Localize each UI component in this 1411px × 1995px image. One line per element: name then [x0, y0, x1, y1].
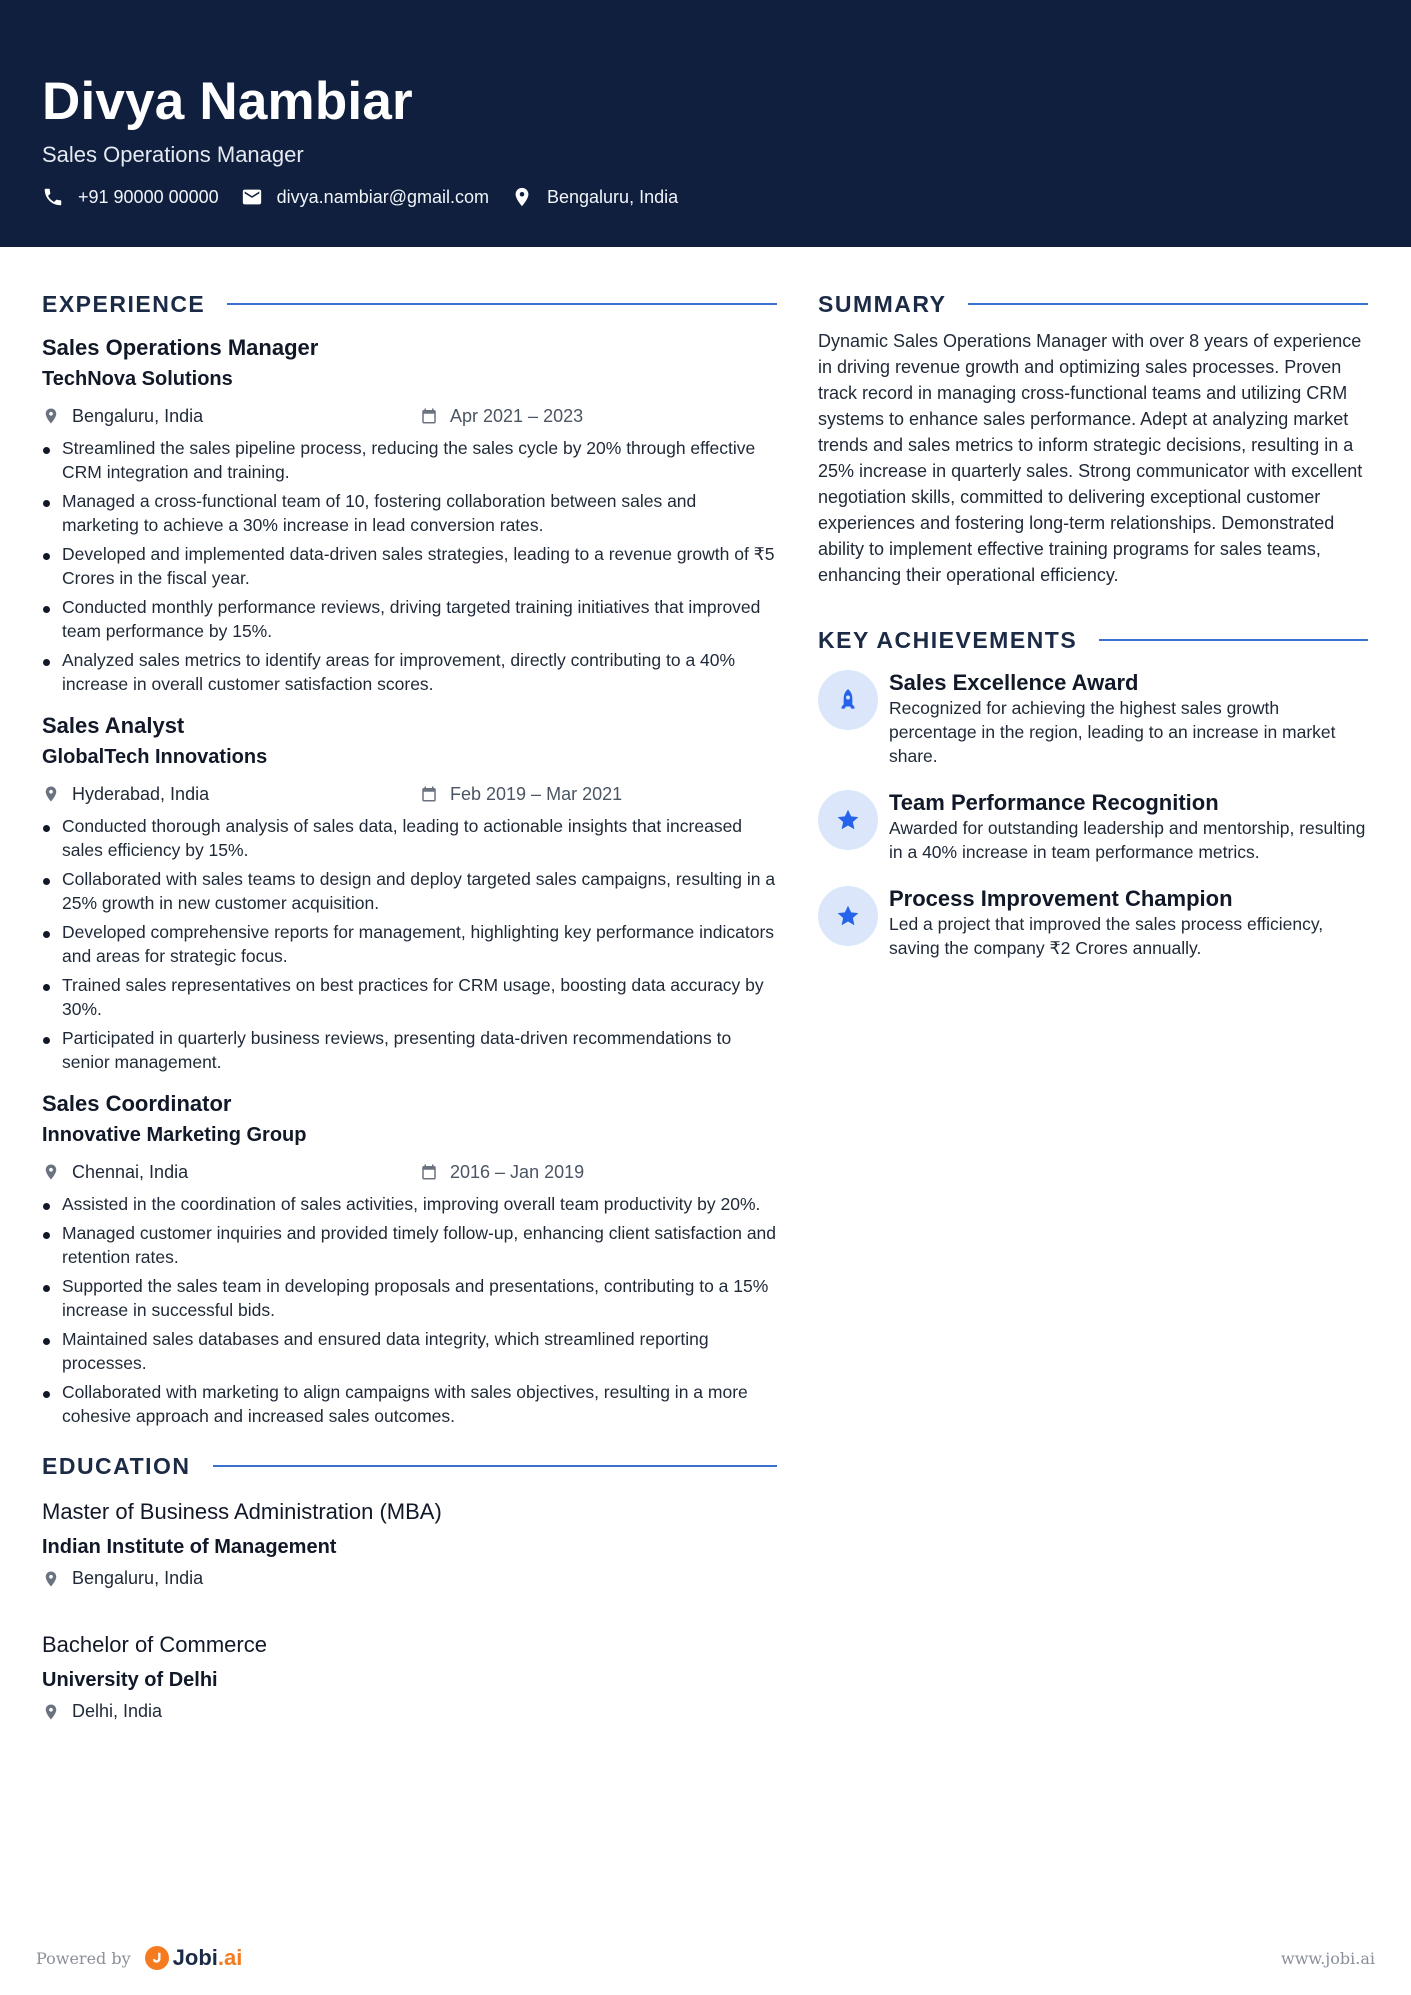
job-entry — [42, 1090, 777, 1428]
mail-icon — [241, 186, 263, 208]
job-dates: 2016 – Jan 2019 — [450, 1161, 585, 1182]
school-name: Indian Institute of Management — [42, 1536, 337, 1558]
degree: Master of Business Administration (MBA) — [42, 1499, 442, 1524]
logo-main: Jobi — [172, 1945, 218, 1970]
job-meta — [42, 1160, 777, 1184]
phone-text: +91 90000 00000 — [78, 186, 219, 207]
job-meta — [42, 404, 777, 428]
achievement-icon-badge — [818, 886, 878, 946]
job-bullets — [42, 436, 777, 696]
map-pin-icon — [42, 407, 60, 425]
map-pin-icon — [42, 1703, 60, 1721]
job-dates: Feb 2019 – Mar 2021 — [450, 783, 623, 804]
achievement-item — [818, 790, 1368, 864]
phone-icon — [42, 186, 64, 208]
section-divider — [227, 303, 777, 305]
candidate-role: Sales Operations Manager — [42, 142, 304, 167]
list-item: Maintained sales databases and ensured data integrity, which streamlined reporting processes. — [42, 1327, 777, 1375]
candidate-name: Divya Nambiar — [42, 72, 413, 131]
star-icon — [835, 903, 861, 929]
powered-by — [36, 1945, 242, 1971]
school-location: Delhi, India — [72, 1701, 163, 1721]
logo-suffix: .ai — [217, 1945, 243, 1970]
company-name: Innovative Marketing Group — [42, 1124, 307, 1146]
map-pin-icon — [42, 1570, 60, 1588]
contact-phone[interactable] — [42, 186, 219, 208]
achievements-section-title: KEY ACHIEVEMENTS — [818, 626, 1368, 654]
list-item: Collaborated with sales teams to design and deploy targeted sales campaigns, resulting in a 25% growth in new customer acquisition. — [42, 867, 777, 915]
achievement-icon-badge — [818, 670, 878, 730]
list-item: Conducted thorough analysis of sales data, leading to actionable insights that increased sales efficiency by 15%. — [42, 814, 777, 862]
experience-section-title: EXPERIENCE — [42, 290, 777, 318]
summary-text: Dynamic Sales Operations Manager with over 8 years of experience in driving revenue growth and optimizing sales processes. Proven track record in managing cross-functional teams and utilizing CRM systems to enhance sales performance. Adept at analyzing market trends and sales metrics to inform strategic decisions, resulting in a 25% increase in quarterly sales. Strong communicator with excellent negotiation skills, committed to delivering exceptional customer experiences and fostering long-term relationships. Demonstrated ability to implement effective training programs for sales teams, enhancing their operational efficiency. — [818, 331, 1363, 585]
list-item: Participated in quarterly business reviews, presenting data-driven recommendations to senior management. — [42, 1026, 777, 1074]
main-column — [42, 290, 777, 1722]
map-pin-icon — [42, 785, 60, 803]
education-entry — [42, 1498, 777, 1589]
location-text: Bengaluru, India — [547, 186, 679, 207]
summary-section-title: SUMMARY — [818, 290, 1368, 318]
list-item: Analyzed sales metrics to identify areas for improvement, directly contributing to a 40% increase in overall customer satisfaction scores. — [42, 648, 777, 696]
company-name: TechNova Solutions — [42, 368, 233, 390]
job-location: Bengaluru, India — [72, 405, 204, 426]
calendar-icon — [420, 407, 438, 425]
section-divider — [213, 1465, 777, 1467]
map-pin-icon — [511, 186, 533, 208]
list-item: Developed comprehensive reports for management, highlighting key performance indicators and areas for strategic focus. — [42, 920, 777, 968]
achievement-desc: Awarded for outstanding leadership and mentorship, resulting in a 40% increase in team performance metrics. — [889, 818, 1366, 862]
calendar-icon — [420, 785, 438, 803]
star-icon — [835, 807, 861, 833]
map-pin-icon — [42, 1163, 60, 1181]
achievement-title: Process Improvement Champion — [889, 886, 1233, 911]
footer — [36, 1943, 1375, 1973]
contact-location — [511, 186, 678, 208]
achievement-item — [818, 886, 1368, 960]
degree: Bachelor of Commerce — [42, 1632, 267, 1657]
list-item: Managed customer inquiries and provided timely follow-up, enhancing client satisfaction and retention rates. — [42, 1221, 777, 1269]
side-column — [818, 290, 1368, 960]
list-item: Developed and implemented data-driven sales strategies, leading to a revenue growth of ₹5 Crores in the fiscal year. — [42, 542, 777, 590]
achievement-title: Team Performance Recognition — [889, 790, 1219, 815]
job-bullets — [42, 1192, 777, 1428]
calendar-icon — [420, 1163, 438, 1181]
contact-email[interactable] — [241, 186, 489, 208]
education-section-title: EDUCATION — [42, 1452, 777, 1480]
achievement-desc: Led a project that improved the sales process efficiency, saving the company ₹2 Crores annually. — [889, 914, 1324, 958]
job-meta — [42, 782, 777, 806]
list-item: Managed a cross-functional team of 10, fostering collaboration between sales and marketing to achieve a 30% increase in lead conversion rates. — [42, 489, 777, 537]
powered-by-text: Powered by — [36, 1948, 131, 1968]
school-name: University of Delhi — [42, 1669, 218, 1691]
education-entry — [42, 1631, 777, 1722]
achievement-desc: Recognized for achieving the highest sales growth percentage in the region, leading to an increase in market share. — [889, 698, 1336, 766]
list-item: Trained sales representatives on best practices for CRM usage, boosting data accuracy by 30%. — [42, 973, 777, 1021]
email-text: divya.nambiar@gmail.com — [276, 186, 489, 207]
job-title: Sales Analyst — [42, 713, 185, 738]
list-item: Conducted monthly performance reviews, driving targeted training initiatives that improved team performance by 15%. — [42, 595, 777, 643]
list-item: Streamlined the sales pipeline process, reducing the sales cycle by 20% through effective CRM integration and training. — [42, 436, 777, 484]
job-location: Chennai, India — [72, 1161, 189, 1182]
job-title: Sales Operations Manager — [42, 335, 319, 360]
resume-header — [0, 0, 1411, 247]
jobi-logo-icon — [145, 1946, 169, 1970]
list-item: Collaborated with marketing to align campaigns with sales objectives, resulting in a more cohesive approach and increased sales outcomes. — [42, 1380, 777, 1428]
achievement-icon-badge — [818, 790, 878, 850]
job-title: Sales Coordinator — [42, 1091, 232, 1116]
section-divider — [968, 303, 1368, 305]
contact-info — [42, 186, 1369, 208]
job-bullets — [42, 814, 777, 1074]
jobi-logo[interactable] — [145, 1945, 243, 1971]
achievement-title: Sales Excellence Award — [889, 670, 1139, 695]
achievement-item — [818, 670, 1368, 768]
job-entry — [42, 712, 777, 1074]
list-item: Assisted in the coordination of sales activities, improving overall team productivity by 20%. — [42, 1192, 777, 1216]
rocket-icon — [835, 687, 861, 713]
company-name: GlobalTech Innovations — [42, 746, 268, 768]
school-location: Bengaluru, India — [72, 1568, 204, 1588]
job-location: Hyderabad, India — [72, 783, 210, 804]
job-dates: Apr 2021 – 2023 — [450, 405, 584, 426]
section-divider — [1099, 639, 1368, 641]
website-link[interactable]: www.jobi.ai — [1281, 1948, 1375, 1968]
job-entry — [42, 334, 777, 696]
list-item: Supported the sales team in developing proposals and presentations, contributing to a 15% increase in successful bids. — [42, 1274, 777, 1322]
